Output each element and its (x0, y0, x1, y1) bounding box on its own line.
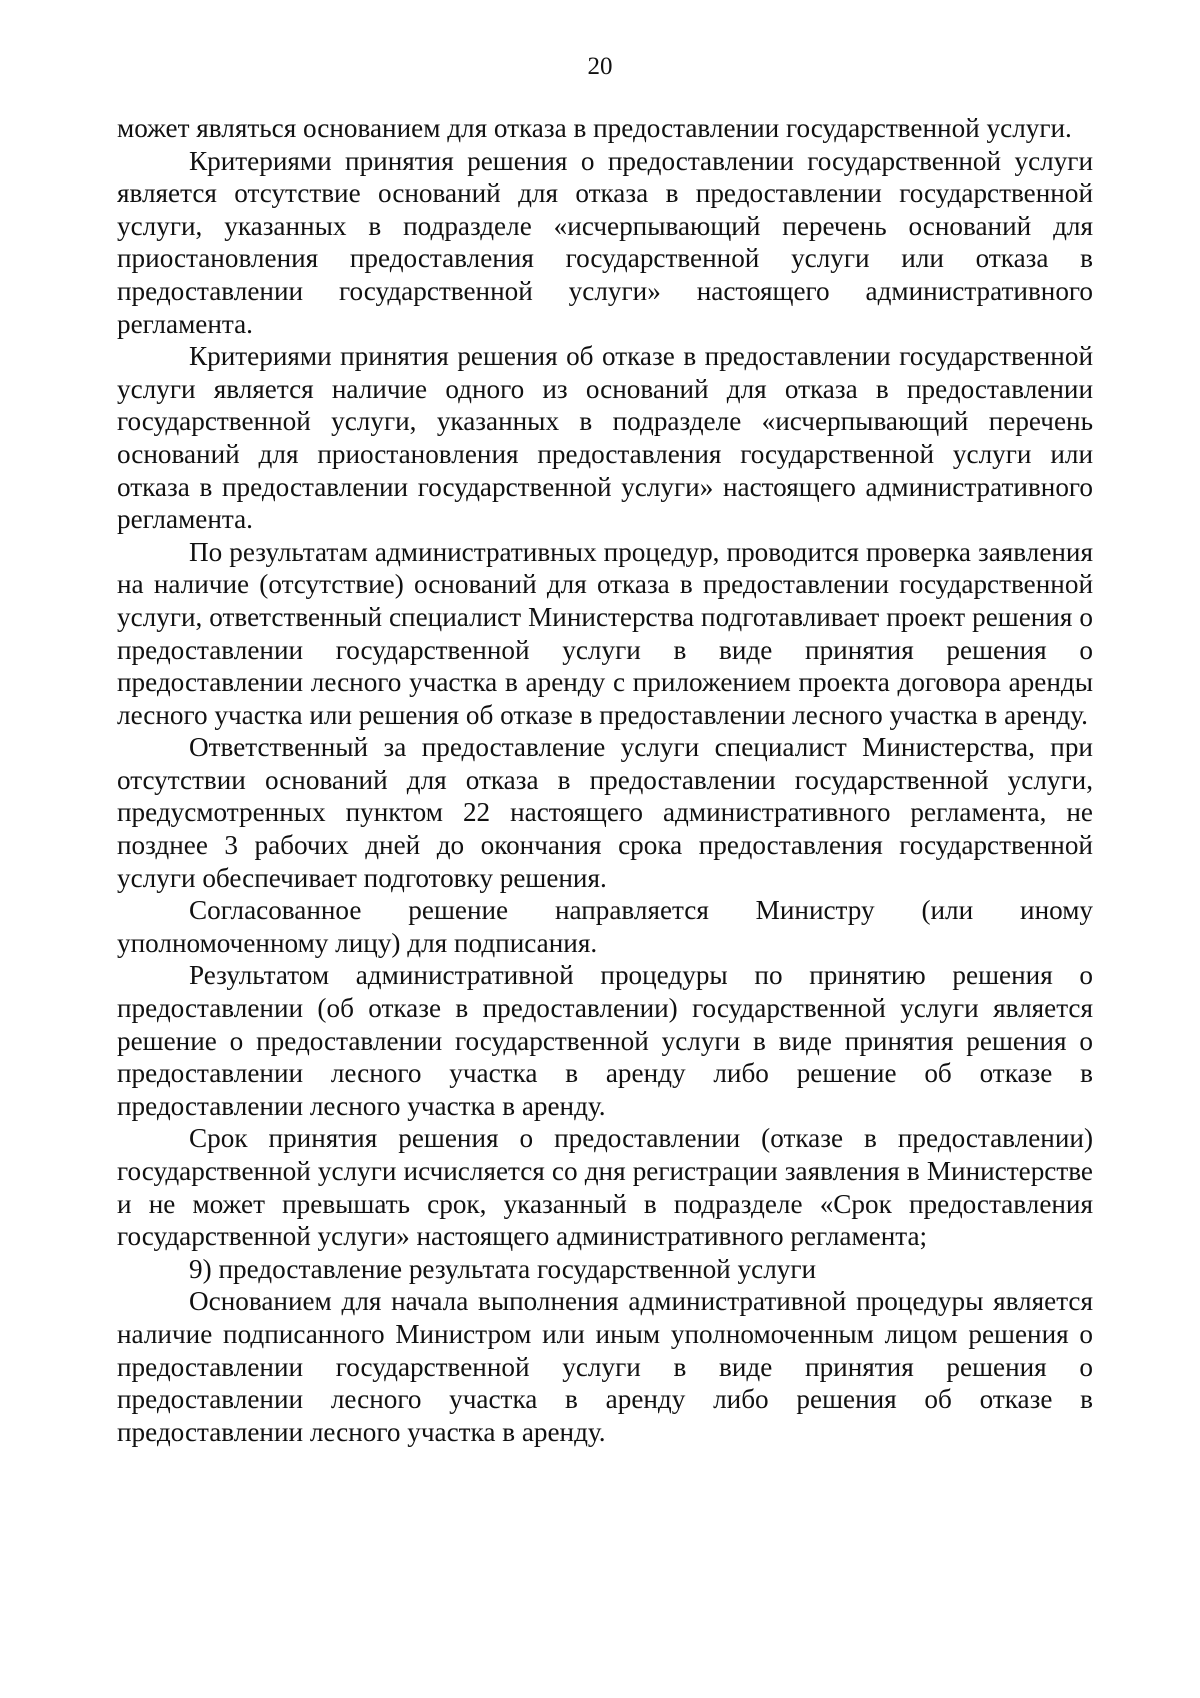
paragraph: может являться основанием для отказа в предоставлении государственной услуги. (117, 113, 1072, 143)
paragraph: Критериями принятия решения об отказе в предоставлении государственной услуги является наличие одного из оснований для отказа в предоставлении государственной услуги, указанных в подразделе «исчерпывающий перечень оснований для приостановления предоставления государственной услуги или отказа в предоставлении государственной услуги» настоящего административного регламента. (117, 341, 1093, 535)
paragraph: Основанием для начала выполнения административной процедуры является наличие подписанного Министром или иным уполномоченным лицом решения о предоставлении государственной услуги в виде принятия решения о предоставлении лесного участка в аренду либо решения об отказе в предоставлении лесного участка в аренду. (117, 1286, 1093, 1447)
paragraph: Критериями принятия решения о предоставлении государственной услуги является отсутствие оснований для отказа в предоставлении государственной услуги, указанных в подразделе «исчерпывающий перечень оснований для приостановления предоставления государственной услуги или отказа в предоставлении государственной услуги» настоящего административного регламента. (117, 145, 1093, 339)
paragraph: 9) предоставление результата государственной услуги (189, 1253, 817, 1284)
paragraph: Результатом административной процедуры по принятию решения о предоставлении (об отказе в предоставлении) государственной услуги является решение о предоставлении государственной услуги в виде принятия решения о предоставлении лесного участка в аренду либо решение об отказе в предоставлении лесного участка в аренду. (117, 960, 1093, 1121)
paragraph: По результатам административных процедур, проводится проверка заявления на наличие (отсутствие) оснований для отказа в предоставлении государственной услуги, ответственный специалист Министерства подготавливает проект решения о предоставлении государственной услуги в виде принятия решения о предоставлении лесного участка в аренду с приложением проекта договора аренды лесного участка или решения об отказе в предоставлении лесного участка в аренду. (117, 536, 1093, 730)
paragraph: Ответственный за предоставление услуги специалист Министерства, при отсутствии оснований для отказа в предоставлении государственной услуги, предусмотренных пунктом 22 настоящего административного регламента, не позднее 3 рабочих дней до окончания срока предоставления государственной услуги обеспечивает подготовку решения. (117, 732, 1093, 893)
document-body (117, 112, 1093, 1448)
paragraph: Срок принятия решения о предоставлении (отказе в предоставлении) государственной услуги исчисляется со дня регистрации заявления в Министерстве и не может превышать срок, указанный в подразделе «Срок предоставления государственной услуги» настоящего административного регламента; (117, 1123, 1093, 1252)
paragraph: Согласованное решение направляется Министру (или иному уполномоченному лицу) для подписания. (117, 895, 1093, 958)
page-number: 20 (587, 53, 613, 80)
